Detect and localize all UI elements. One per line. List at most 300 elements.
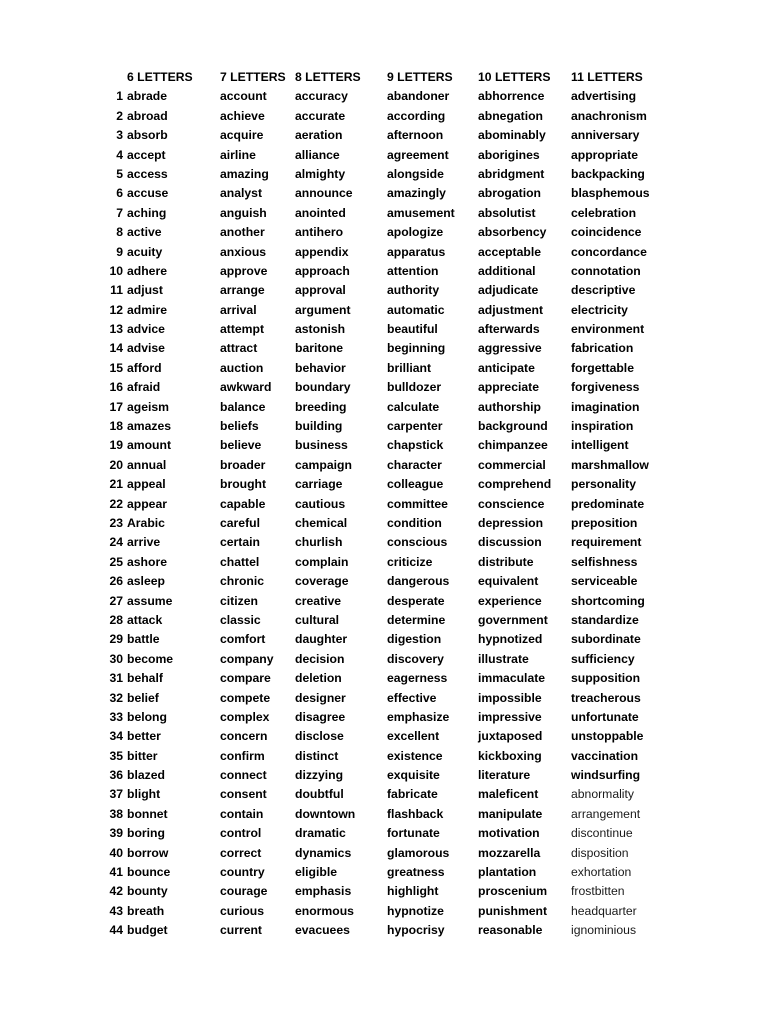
- word-8-letters: eligible: [295, 865, 337, 880]
- word-6-letters: bitter: [127, 748, 158, 763]
- word-10-letters: abnegation: [478, 108, 544, 123]
- word-10-letters: absorbency: [478, 225, 547, 240]
- word-8-letters: distinct: [295, 748, 339, 763]
- word-8-letters: behavior: [295, 360, 346, 375]
- word-11-letters: discontinue: [571, 826, 633, 841]
- word-11-letters: marshmallow: [571, 457, 649, 472]
- word-11-letters: standardize: [571, 612, 639, 627]
- row-number: 27: [109, 593, 123, 608]
- word-6-letters: aching: [127, 205, 167, 220]
- word-8-letters: downtown: [295, 806, 356, 821]
- word-11-letters: forgiveness: [571, 380, 640, 395]
- word-11-letters: abnormality: [571, 787, 634, 802]
- word-11-letters: frostbitten: [571, 884, 625, 899]
- word-10-letters: plantation: [478, 865, 537, 880]
- word-8-letters: anointed: [295, 205, 346, 220]
- word-9-letters: hypnotize: [387, 903, 444, 918]
- word-7-letters: amazing: [220, 166, 269, 181]
- table-row: [0, 359, 768, 378]
- word-9-letters: amazingly: [387, 186, 446, 201]
- word-8-letters: doubtful: [295, 787, 344, 802]
- table-row: [0, 863, 768, 882]
- table-row: [0, 630, 768, 649]
- word-9-letters: automatic: [387, 302, 445, 317]
- word-8-letters: complain: [295, 554, 349, 569]
- word-6-letters: bounty: [127, 884, 168, 899]
- word-6-letters: assume: [127, 593, 173, 608]
- word-10-letters: abrogation: [478, 186, 541, 201]
- word-10-letters: afterwards: [478, 322, 540, 337]
- row-number: 2: [116, 108, 123, 123]
- word-7-letters: curious: [220, 903, 265, 918]
- row-number: 20: [109, 457, 123, 472]
- word-9-letters: afternoon: [387, 128, 444, 143]
- word-6-letters: arrive: [127, 535, 161, 550]
- word-7-letters: chattel: [220, 554, 260, 569]
- word-7-letters: control: [220, 826, 262, 841]
- row-number: 22: [109, 496, 123, 511]
- word-7-letters: concern: [220, 729, 268, 744]
- word-10-letters: mozzarella: [478, 845, 541, 860]
- word-9-letters: highlight: [387, 884, 439, 899]
- word-6-letters: belief: [127, 690, 159, 705]
- word-9-letters: greatness: [387, 865, 445, 880]
- word-9-letters: according: [387, 108, 446, 123]
- word-10-letters: depression: [478, 515, 544, 530]
- table-row: [0, 146, 768, 165]
- word-6-letters: admire: [127, 302, 167, 317]
- word-7-letters: complex: [220, 709, 270, 724]
- table-row: [0, 320, 768, 339]
- word-8-letters: boundary: [295, 380, 351, 395]
- row-number: 18: [109, 419, 123, 434]
- word-9-letters: excellent: [387, 729, 440, 744]
- word-10-letters: abhorrence: [478, 89, 545, 104]
- word-8-letters: daughter: [295, 632, 348, 647]
- word-7-letters: classic: [220, 612, 261, 627]
- word-7-letters: broader: [220, 457, 266, 472]
- word-9-letters: apparatus: [387, 244, 446, 259]
- word-10-letters: juxtaposed: [478, 729, 543, 744]
- word-6-letters: annual: [127, 457, 167, 472]
- word-11-letters: anachronism: [571, 108, 647, 123]
- word-10-letters: commercial: [478, 457, 546, 472]
- word-8-letters: dramatic: [295, 826, 346, 841]
- row-number: 42: [109, 884, 123, 899]
- word-10-letters: appreciate: [478, 380, 539, 395]
- table-row: [0, 882, 768, 901]
- word-9-letters: carpenter: [387, 419, 443, 434]
- word-8-letters: decision: [295, 651, 345, 666]
- word-9-letters: chapstick: [387, 438, 444, 453]
- row-number: 10: [109, 263, 123, 278]
- row-number: 43: [109, 903, 123, 918]
- word-9-letters: colleague: [387, 477, 444, 492]
- word-11-letters: electricity: [571, 302, 628, 317]
- row-number: 26: [109, 574, 123, 589]
- row-number: 36: [109, 768, 123, 783]
- word-8-letters: alliance: [295, 147, 340, 162]
- table-row: [0, 436, 768, 455]
- word-6-letters: asleep: [127, 574, 165, 589]
- row-number: 6: [116, 186, 123, 201]
- row-number: 19: [109, 438, 123, 453]
- word-6-letters: appear: [127, 496, 167, 511]
- word-9-letters: existence: [387, 748, 443, 763]
- word-10-letters: adjudicate: [478, 283, 539, 298]
- word-7-letters: compare: [220, 671, 271, 686]
- word-8-letters: designer: [295, 690, 346, 705]
- table-row: [0, 805, 768, 824]
- word-7-letters: achieve: [220, 108, 265, 123]
- word-10-letters: aggressive: [478, 341, 542, 356]
- row-number: 11: [110, 283, 123, 298]
- word-10-letters: adjustment: [478, 302, 544, 317]
- word-9-letters: beginning: [387, 341, 446, 356]
- table-row: [0, 592, 768, 611]
- word-rows: [0, 87, 768, 940]
- word-11-letters: predominate: [571, 496, 645, 511]
- word-9-letters: beautiful: [387, 322, 438, 337]
- word-7-letters: connect: [220, 768, 267, 783]
- word-7-letters: attempt: [220, 322, 265, 337]
- word-11-letters: ignominious: [571, 923, 637, 938]
- word-8-letters: approval: [295, 283, 346, 298]
- word-7-letters: careful: [220, 515, 260, 530]
- word-8-letters: accuracy: [295, 89, 348, 104]
- word-10-letters: discussion: [478, 535, 542, 550]
- word-7-letters: arrival: [220, 302, 257, 317]
- header-9-letters: 9 LETTERS: [387, 70, 453, 84]
- table-row: [0, 495, 768, 514]
- row-number: 41: [109, 865, 123, 880]
- word-10-letters: comprehend: [478, 477, 552, 492]
- word-6-letters: adhere: [127, 263, 167, 278]
- word-6-letters: amount: [127, 438, 172, 453]
- table-row: [0, 165, 768, 184]
- word-9-letters: eagerness: [387, 671, 448, 686]
- word-9-letters: apologize: [387, 225, 444, 240]
- word-9-letters: emphasize: [387, 709, 450, 724]
- row-number: 15: [109, 360, 123, 375]
- word-11-letters: vaccination: [571, 748, 639, 763]
- table-row: [0, 475, 768, 494]
- word-10-letters: background: [478, 419, 548, 434]
- word-7-letters: capable: [220, 496, 266, 511]
- table-row: [0, 689, 768, 708]
- word-9-letters: criticize: [387, 554, 433, 569]
- word-7-letters: confirm: [220, 748, 265, 763]
- word-8-letters: aeration: [295, 128, 343, 143]
- row-number: 34: [109, 729, 123, 744]
- table-row: [0, 669, 768, 688]
- word-6-letters: abroad: [127, 108, 168, 123]
- word-6-letters: advise: [127, 341, 165, 356]
- header-7-letters: 7 LETTERS: [220, 70, 286, 84]
- row-number: 38: [109, 806, 123, 821]
- table-row: [0, 921, 768, 940]
- word-10-letters: literature: [478, 768, 531, 783]
- word-6-letters: borrow: [127, 845, 169, 860]
- word-9-letters: conscious: [387, 535, 448, 550]
- word-7-letters: company: [220, 651, 274, 666]
- word-7-letters: attract: [220, 341, 258, 356]
- word-6-letters: belong: [127, 709, 167, 724]
- word-6-letters: battle: [127, 632, 160, 647]
- word-6-letters: budget: [127, 923, 168, 938]
- word-7-letters: anxious: [220, 244, 267, 259]
- word-11-letters: serviceable: [571, 574, 638, 589]
- word-11-letters: arrangement: [571, 806, 641, 821]
- word-10-letters: manipulate: [478, 806, 543, 821]
- word-6-letters: Arabic: [127, 515, 165, 530]
- word-11-letters: fabrication: [571, 341, 634, 356]
- word-11-letters: disposition: [571, 845, 629, 860]
- word-7-letters: anguish: [220, 205, 267, 220]
- row-number: 35: [109, 748, 123, 763]
- word-8-letters: enormous: [295, 903, 354, 918]
- word-7-letters: country: [220, 865, 265, 880]
- word-7-letters: arrange: [220, 283, 265, 298]
- table-row: [0, 844, 768, 863]
- table-row: [0, 204, 768, 223]
- row-number: 5: [116, 166, 123, 181]
- word-11-letters: unfortunate: [571, 709, 639, 724]
- word-10-letters: government: [478, 612, 548, 627]
- word-8-letters: evacuees: [295, 923, 350, 938]
- word-6-letters: afford: [127, 360, 162, 375]
- word-8-letters: churlish: [295, 535, 343, 550]
- table-row: [0, 301, 768, 320]
- word-10-letters: immaculate: [478, 671, 546, 686]
- row-number: 32: [109, 690, 123, 705]
- word-9-letters: determine: [387, 612, 446, 627]
- word-11-letters: celebration: [571, 205, 637, 220]
- word-7-letters: awkward: [220, 380, 272, 395]
- word-9-letters: character: [387, 457, 442, 472]
- table-row: [0, 766, 768, 785]
- word-10-letters: illustrate: [478, 651, 529, 666]
- word-6-letters: ageism: [127, 399, 170, 414]
- word-6-letters: accept: [127, 147, 166, 162]
- word-10-letters: aborigines: [478, 147, 540, 162]
- word-11-letters: sufficiency: [571, 651, 635, 666]
- row-number: 12: [109, 302, 123, 317]
- table-row: [0, 611, 768, 630]
- word-8-letters: emphasis: [295, 884, 352, 899]
- word-6-letters: bonnet: [127, 806, 168, 821]
- word-10-letters: reasonable: [478, 923, 543, 938]
- word-11-letters: unstoppable: [571, 729, 644, 744]
- word-10-letters: impossible: [478, 690, 542, 705]
- row-number: 24: [109, 535, 123, 550]
- word-10-letters: authorship: [478, 399, 541, 414]
- word-11-letters: advertising: [571, 89, 637, 104]
- word-9-letters: hypocrisy: [387, 923, 445, 938]
- word-9-letters: amusement: [387, 205, 455, 220]
- word-6-letters: active: [127, 225, 162, 240]
- word-11-letters: windsurfing: [571, 768, 641, 783]
- word-6-letters: breath: [127, 903, 165, 918]
- word-10-letters: impressive: [478, 709, 542, 724]
- word-10-letters: chimpanzee: [478, 438, 548, 453]
- word-11-letters: environment: [571, 322, 645, 337]
- word-8-letters: chemical: [295, 515, 348, 530]
- header-6-letters: 6 LETTERS: [127, 70, 193, 84]
- word-6-letters: abrade: [127, 89, 167, 104]
- row-number: 8: [116, 225, 123, 240]
- word-11-letters: headquarter: [571, 903, 637, 918]
- word-10-letters: hypnotized: [478, 632, 543, 647]
- row-number: 9: [116, 244, 123, 259]
- word-7-letters: current: [220, 923, 262, 938]
- word-10-letters: distribute: [478, 554, 534, 569]
- header-8-letters: 8 LETTERS: [295, 70, 361, 84]
- word-8-letters: disagree: [295, 709, 346, 724]
- word-8-letters: building: [295, 419, 343, 434]
- table-row: [0, 126, 768, 145]
- word-7-letters: analyst: [220, 186, 263, 201]
- word-9-letters: bulldozer: [387, 380, 442, 395]
- word-9-letters: effective: [387, 690, 437, 705]
- word-6-letters: bounce: [127, 865, 171, 880]
- table-row: [0, 572, 768, 591]
- word-9-letters: authority: [387, 283, 440, 298]
- word-7-letters: brought: [220, 477, 267, 492]
- table-row: [0, 727, 768, 746]
- word-11-letters: shortcoming: [571, 593, 645, 608]
- word-10-letters: maleficent: [478, 787, 539, 802]
- table-row: [0, 902, 768, 921]
- row-number: 23: [109, 515, 123, 530]
- header-10-letters: 10 LETTERS: [478, 70, 551, 84]
- row-number: 13: [109, 322, 123, 337]
- word-10-letters: conscience: [478, 496, 545, 511]
- word-8-letters: coverage: [295, 574, 349, 589]
- row-number: 14: [109, 341, 123, 356]
- row-number: 37: [109, 787, 123, 802]
- word-7-letters: citizen: [220, 593, 258, 608]
- word-10-letters: punishment: [478, 903, 548, 918]
- word-8-letters: argument: [295, 302, 351, 317]
- table-row: [0, 785, 768, 804]
- word-11-letters: exhortation: [571, 865, 632, 880]
- row-number: 21: [109, 477, 123, 492]
- table-row: [0, 553, 768, 572]
- word-8-letters: cultural: [295, 612, 340, 627]
- word-9-letters: brilliant: [387, 360, 432, 375]
- word-8-letters: campaign: [295, 457, 352, 472]
- word-8-letters: astonish: [295, 322, 346, 337]
- word-9-letters: fabricate: [387, 787, 438, 802]
- word-11-letters: preposition: [571, 515, 638, 530]
- word-11-letters: appropriate: [571, 147, 639, 162]
- table-row: [0, 747, 768, 766]
- word-9-letters: digestion: [387, 632, 442, 647]
- word-6-letters: become: [127, 651, 174, 666]
- word-6-letters: access: [127, 166, 168, 181]
- word-8-letters: creative: [295, 593, 342, 608]
- word-7-letters: airline: [220, 147, 256, 162]
- word-9-letters: alongside: [387, 166, 444, 181]
- word-7-letters: contain: [220, 806, 264, 821]
- word-10-letters: equivalent: [478, 574, 539, 589]
- word-7-letters: acquire: [220, 128, 264, 143]
- word-10-letters: anticipate: [478, 360, 535, 375]
- word-11-letters: connotation: [571, 263, 641, 278]
- row-number: 25: [109, 554, 123, 569]
- word-11-letters: intelligent: [571, 438, 629, 453]
- word-6-letters: accuse: [127, 186, 169, 201]
- word-8-letters: business: [295, 438, 348, 453]
- word-6-letters: afraid: [127, 380, 161, 395]
- table-row: [0, 533, 768, 552]
- word-11-letters: concordance: [571, 244, 647, 259]
- table-row: [0, 456, 768, 475]
- word-7-letters: courage: [220, 884, 268, 899]
- table-row: [0, 184, 768, 203]
- word-8-letters: dizzying: [295, 768, 344, 783]
- word-6-letters: acuity: [127, 244, 163, 259]
- header-11-letters: 11 LETTERS: [571, 70, 643, 84]
- row-number: 30: [109, 651, 123, 666]
- word-9-letters: exquisite: [387, 768, 440, 783]
- word-9-letters: fortunate: [387, 826, 440, 841]
- row-number: 1: [116, 89, 123, 104]
- word-6-letters: attack: [127, 612, 163, 627]
- word-7-letters: auction: [220, 360, 264, 375]
- word-6-letters: adjust: [127, 283, 163, 298]
- word-6-letters: blazed: [127, 768, 165, 783]
- word-10-letters: additional: [478, 263, 536, 278]
- row-number: 29: [109, 632, 123, 647]
- word-9-letters: committee: [387, 496, 448, 511]
- word-8-letters: baritone: [295, 341, 344, 356]
- word-9-letters: agreement: [387, 147, 449, 162]
- table-row: [0, 87, 768, 106]
- word-9-letters: calculate: [387, 399, 440, 414]
- word-11-letters: imagination: [571, 399, 640, 414]
- word-8-letters: disclose: [295, 729, 344, 744]
- word-8-letters: announce: [295, 186, 353, 201]
- word-6-letters: behalf: [127, 671, 163, 686]
- word-11-letters: descriptive: [571, 283, 636, 298]
- table-row: [0, 223, 768, 242]
- word-6-letters: appeal: [127, 477, 166, 492]
- word-7-letters: balance: [220, 399, 266, 414]
- table-row: [0, 281, 768, 300]
- word-8-letters: carriage: [295, 477, 343, 492]
- word-7-letters: comfort: [220, 632, 266, 647]
- table-row: [0, 708, 768, 727]
- word-8-letters: approach: [295, 263, 350, 278]
- word-11-letters: treacherous: [571, 690, 641, 705]
- word-10-letters: kickboxing: [478, 748, 542, 763]
- word-9-letters: attention: [387, 263, 439, 278]
- word-7-letters: beliefs: [220, 419, 259, 434]
- word-6-letters: blight: [127, 787, 161, 802]
- row-number: 28: [109, 612, 123, 627]
- word-9-letters: abandoner: [387, 89, 450, 104]
- word-10-letters: abominably: [478, 128, 546, 143]
- word-7-letters: approve: [220, 263, 268, 278]
- word-10-letters: proscenium: [478, 884, 548, 899]
- word-7-letters: certain: [220, 535, 260, 550]
- word-8-letters: cautious: [295, 496, 346, 511]
- word-8-letters: almighty: [295, 166, 346, 181]
- word-8-letters: antihero: [295, 225, 344, 240]
- word-8-letters: dynamics: [295, 845, 352, 860]
